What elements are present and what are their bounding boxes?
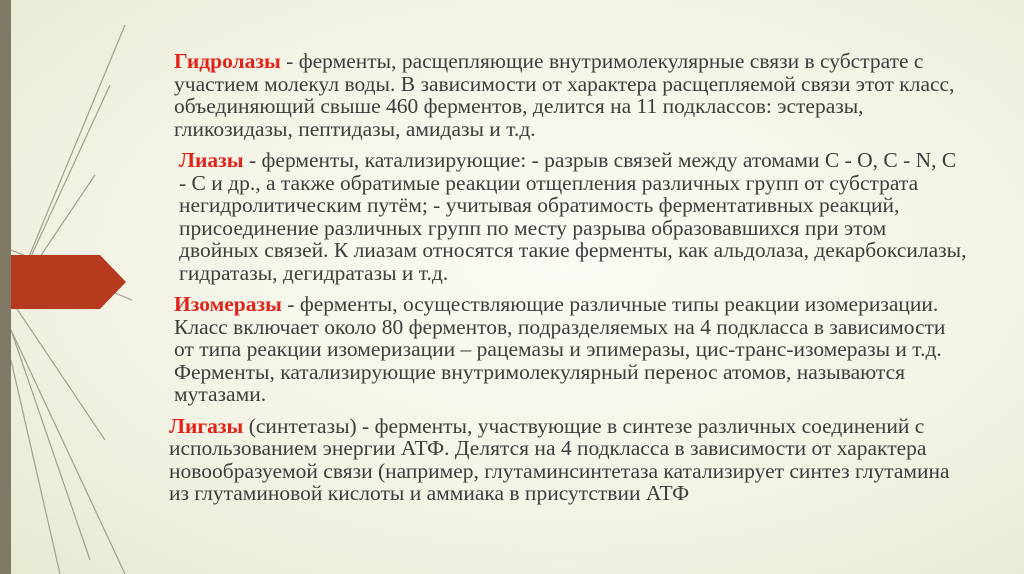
decorative-lines <box>0 0 140 574</box>
paragraph-lyases <box>127 149 967 284</box>
description-lyases: - ферменты, катализирующие: - разрыв связей между атомами С - О, С - N, С - С и др., а также обратимые реакции отщепления различных групп от субстрата негидролитическим путём; - учитывая обратимость ферментативных реакций, присоединение различных групп по месту разрыва образовавшихся при этом двойных связей. К лиазам относятся такие ферменты, как альдолаза, декарбоксилазы, гидратазы, дегидратазы и т.д. <box>179 148 967 285</box>
description-isomerases: - ферменты, осуществляющие различные типы реакции изомеризации. Класс включает около 80 ферментов, подразделяемых на 4 подкласса в зависимости от типа реакции изомеризации – рацемазы и эпимеразы, цис-транс-изомеразы и т.д. Ферменты, катализирующие внутримолекулярный перенос атомов, называются мутазами. <box>174 292 946 406</box>
paragraph-ligases <box>127 415 967 505</box>
paragraph-hydrolases <box>127 50 967 140</box>
term-lyases: Лиазы <box>179 148 244 172</box>
paragraph-isomerases <box>127 293 967 406</box>
slide-body-text <box>127 50 967 514</box>
term-isomerases: Изомеразы <box>174 292 282 316</box>
deco-line <box>11 360 60 574</box>
deco-line <box>11 330 90 560</box>
term-hydrolases: Гидролазы <box>174 49 281 73</box>
deco-line <box>11 330 125 574</box>
description-hydrolases: - ферменты, расщепляющие внутримолекулярные связи в субстрате с участием молекул воды. В зависимости от характера расщепляемой связи этот класс, объединяющий свыше 460 ферментов, делится на 11 подклассов: эстеразы, гликозидазы, пептидазы, амидазы и т.д. <box>174 49 955 141</box>
description-ligases: (синтетазы) - ферменты, участвующие в синтезе различных соединений с использованием энергии АТФ. Делятся на 4 подкласса в зависимости от характера новообразуемой связи (например, глутаминсинтетаза катализирует синтез глутамина из глутаминовой кислоты и аммиака в присутствии АТФ <box>169 413 950 505</box>
term-ligases: Лигазы <box>169 413 244 438</box>
red-arrow-shape <box>11 255 126 309</box>
